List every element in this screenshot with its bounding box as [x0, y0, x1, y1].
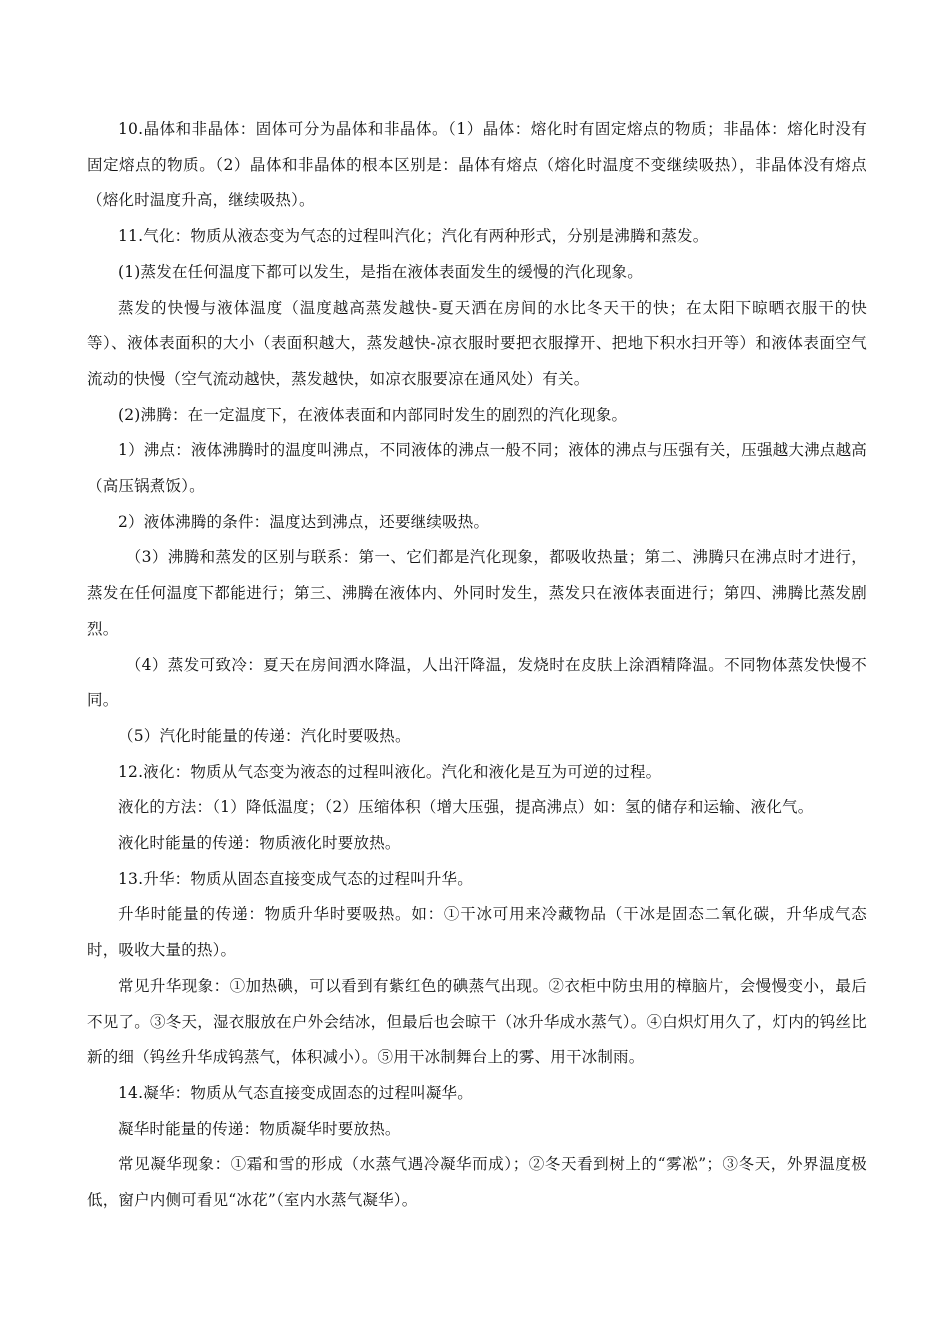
- paragraph-evaporative-cooling: （4）蒸发可致冷：夏天在房间洒水降温，人出汗降温，发烧时在皮肤上涂酒精降温。不同物体蒸发快慢不同。: [87, 655, 867, 710]
- paragraph-deposition-definition: 14.凝华：物质从气态直接变成固态的过程叫凝华。: [118, 1083, 473, 1102]
- paragraph-boiling-point: 1）沸点：液体沸腾时的温度叫沸点，不同液体的沸点一般不同；液体的沸点与压强有关，压强越大沸点越高（高压锅煮饭）。: [87, 441, 867, 496]
- paragraph-boiling: (2)沸腾：在一定温度下，在液体表面和内部同时发生的剧烈的汽化现象。: [118, 405, 628, 424]
- paragraph-sublimation-examples: 常见升华现象：①加热碘，可以看到有紫红色的碘蒸气出现。②衣柜中防虫用的樟脑片，会慢慢变小，最后不见了。③冬天，湿衣服放在户外会结冰，但最后也会晾干（冰升华成水蒸气）。④白炽灯用久了，灯内的钨丝比新的细（钨丝升华成钨蒸气，体积减小）。⑤用干冰制舞台上的雾、用干冰制雨。: [87, 976, 867, 1067]
- paragraph-sublimation-energy: 升华时能量的传递：物质升华时要吸热。如：①干冰可用来冷藏物品（干冰是固态二氧化碳，升华成气态时，吸收大量的热）。: [87, 905, 867, 960]
- document-page: [87, 112, 867, 1219]
- paragraph-crystal-definition: 10.晶体和非晶体：固体可分为晶体和非晶体。（1）晶体：熔化时有固定熔点的物质；非晶体：熔化时没有固定熔点的物质。（2）晶体和非晶体的根本区别是：晶体有熔点（熔化时温度不变继续吸热），非晶体没有熔点（熔化时温度升高，继续吸热）。: [87, 120, 867, 210]
- paragraph-boiling-conditions: 2）液体沸腾的条件：温度达到沸点，还要继续吸热。: [118, 512, 490, 531]
- paragraph-boiling-vs-evaporation: （3）沸腾和蒸发的区别与联系：第一、它们都是汽化现象，都吸收热量；第二、沸腾只在沸点时才进行，蒸发在任何温度下都能进行；第三、沸腾在液体内、外同时发生，蒸发只在液体表面进行；第四、沸腾比蒸发剧烈。: [87, 548, 867, 638]
- paragraph-liquefaction-definition: 12.液化：物质从气态变为液态的过程叫液化。汽化和液化是互为可逆的过程。: [118, 762, 662, 781]
- paragraph-deposition-examples: 常见凝华现象：①霜和雪的形成（水蒸气遇冷凝华而成）；②冬天看到树上的“雾凇”；③冬天，外界温度极低，窗户内侧可看见“冰花”（室内水蒸气凝华）。: [87, 1155, 867, 1210]
- paragraph-liquefaction-methods: 液化的方法：（1）降低温度；（2）压缩体积（增大压强，提高沸点）如：氢的储存和运输、液化气。: [118, 798, 814, 817]
- paragraph-evaporation-factors: 蒸发的快慢与液体温度（温度越高蒸发越快-夏天洒在房间的水比冬天干的快；在太阳下晾晒衣服干的快等）、液体表面积的大小（表面积越大，蒸发越快-凉衣服时要把衣服撑开、把地下积水扫开等）和液体表面空气流动的快慢（空气流动越快，蒸发越快，如凉衣服要凉在通风处）有关。: [87, 298, 867, 388]
- paragraph-liquefaction-energy: 液化时能量的传递：物质液化时要放热。: [118, 834, 401, 853]
- paragraph-sublimation-definition: 13.升华：物质从固态直接变成气态的过程叫升华。: [118, 869, 473, 888]
- paragraph-deposition-energy: 凝华时能量的传递：物质凝华时要放热。: [118, 1119, 401, 1138]
- paragraph-evaporation: (1)蒸发在任何温度下都可以发生，是指在液体表面发生的缓慢的汽化现象。: [118, 262, 643, 281]
- paragraph-vaporization-definition: 11.气化：物质从液态变为气态的过程叫汽化；汽化有两种形式，分别是沸腾和蒸发。: [118, 227, 709, 246]
- paragraph-vaporization-energy: （5）汽化时能量的传递：汽化时要吸热。: [118, 726, 411, 745]
